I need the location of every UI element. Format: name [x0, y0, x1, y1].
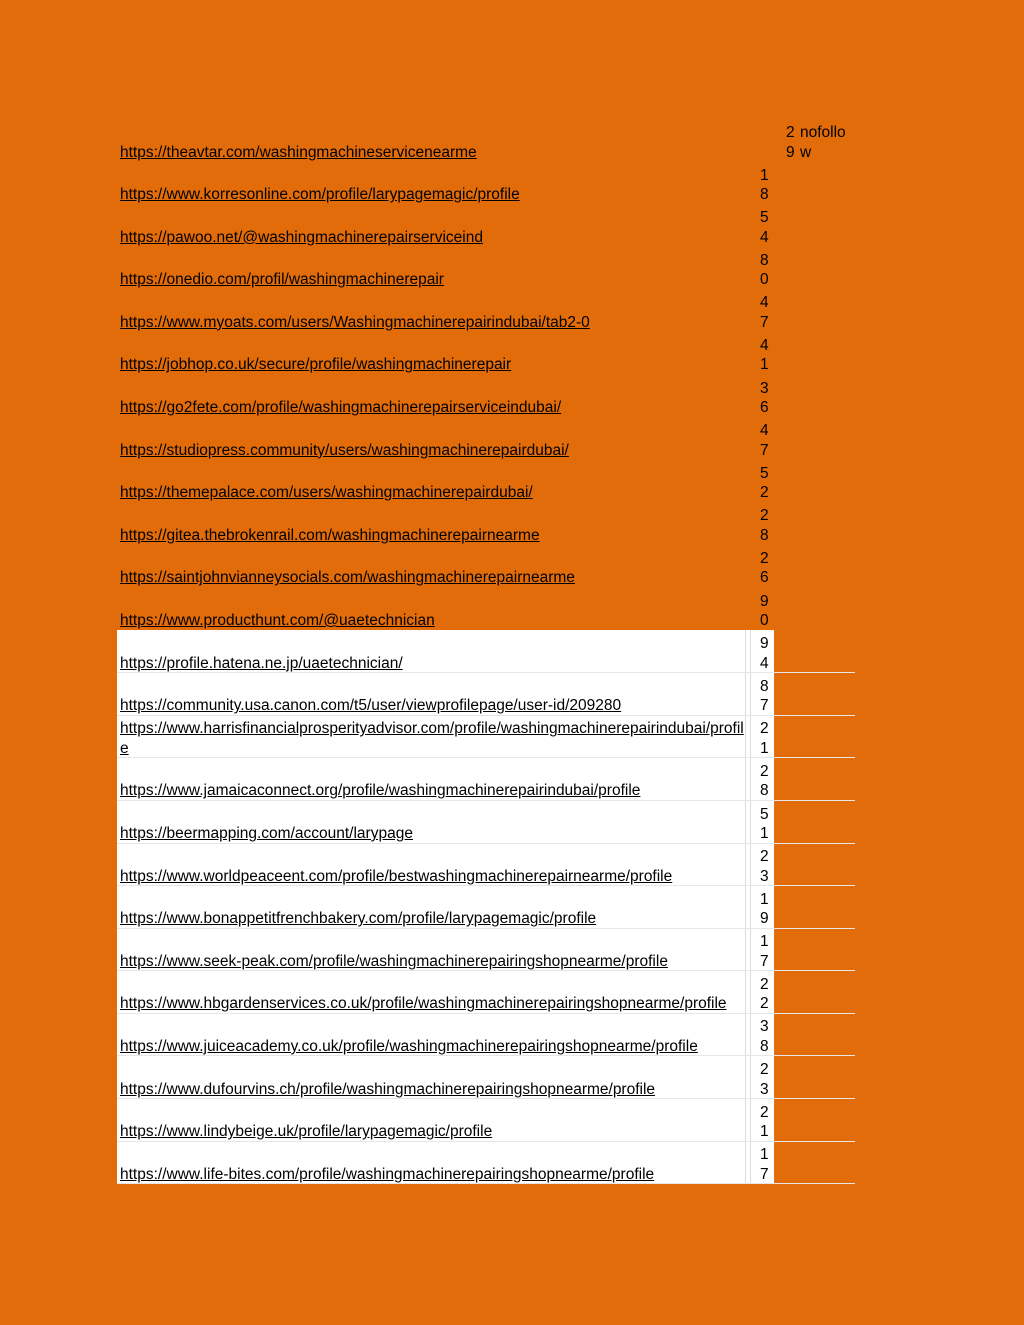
row-count-digit: 2: [760, 1103, 769, 1121]
row-count-digit: 0: [760, 271, 769, 289]
table-row: [117, 545, 877, 588]
row-count: [760, 975, 774, 1014]
row-count-digit: 8: [760, 677, 769, 695]
row-count-digit: 1: [760, 1146, 769, 1164]
row-link[interactable]: https://community.usa.canon.com/t5/user/viewprofilepage/user-id/209280: [120, 697, 622, 715]
row-link[interactable]: https://go2fete.com/profile/washingmachinerepairserviceindubai/: [120, 399, 562, 417]
row-count: [760, 506, 774, 545]
table-row: [117, 1056, 877, 1099]
row-count: [760, 1103, 774, 1142]
row-count-digit: 3: [760, 1018, 769, 1036]
row-count-digit: 7: [760, 441, 769, 459]
table-row: [117, 929, 877, 972]
row-count-digit: 4: [760, 422, 769, 440]
row-count-digit: 1: [760, 1123, 769, 1141]
row-count-digit: 1: [760, 890, 769, 908]
row-count-digit: 3: [760, 1080, 769, 1098]
row-count-digit: 1: [760, 166, 769, 184]
row-count-digit: 7: [760, 313, 769, 331]
row-count-digit: 6: [760, 399, 769, 417]
row-count: [760, 293, 774, 332]
row-count: [760, 464, 774, 503]
row-count-digit: 3: [760, 379, 769, 397]
row-link[interactable]: https://www.lindybeige.uk/profile/larypagemagic/profile: [120, 1123, 493, 1141]
table-row: [117, 673, 877, 716]
row-link[interactable]: https://profile.hatena.ne.jp/uaetechnician/: [120, 654, 403, 672]
row-link[interactable]: https://www.dufourvins.ch/profile/washingmachinerepairingshopnearme/profile: [120, 1080, 656, 1098]
row-link[interactable]: https://pawoo.net/@washingmachinerepairserviceind: [120, 228, 483, 246]
row-count-digit: 2: [760, 975, 769, 993]
header-label-top: nofollo: [800, 124, 846, 141]
row-count: [760, 336, 774, 375]
row-count: [760, 251, 774, 290]
link-table: [117, 120, 877, 1184]
header-count-top: 2: [786, 124, 795, 141]
row-count-digit: 2: [760, 1061, 769, 1079]
table-row: [117, 844, 877, 887]
table-row: [117, 1099, 877, 1142]
row-count: [760, 208, 774, 247]
row-count-digit: 5: [760, 464, 769, 482]
table-row: [117, 162, 877, 205]
row-link[interactable]: https://www.juiceacademy.co.uk/profile/washingmachinerepairingshopnearme/profile: [120, 1037, 698, 1055]
table-row: [117, 1014, 877, 1057]
row-count-digit: 7: [760, 1165, 769, 1183]
table-row: [117, 631, 877, 674]
row-link[interactable]: https://beermapping.com/account/larypage: [120, 825, 413, 842]
row-count: [760, 1145, 774, 1184]
row-count-digit: 8: [760, 782, 769, 800]
row-count: [760, 762, 774, 801]
row-count: [760, 932, 774, 971]
row-count: [760, 890, 774, 929]
row-count: [760, 847, 774, 886]
table-row: [117, 886, 877, 929]
row-count: [760, 805, 774, 844]
row-link[interactable]: https://www.life-bites.com/profile/washingmachinerepairingshopnearme/profile: [120, 1165, 655, 1183]
row-link[interactable]: https://saintjohnvianneysocials.com/washingmachinerepairnearme: [120, 569, 575, 587]
row-count: [760, 1060, 774, 1099]
row-link[interactable]: https://www.jamaicaconnect.org/profile/washingmachinerepairindubai/profile: [120, 782, 641, 800]
table-row: [117, 120, 877, 162]
table-row: [117, 332, 877, 375]
table-row: [117, 801, 877, 844]
row-count: [760, 592, 774, 631]
row-count-digit: 4: [760, 294, 769, 312]
row-count-digit: 5: [760, 805, 769, 823]
row-count-digit: 3: [760, 867, 769, 885]
row-count-digit: 2: [760, 720, 769, 738]
row-link[interactable]: https://www.hbgardenservices.co.uk/profile/washingmachinerepairingshopnearme/profile: [120, 995, 727, 1013]
row-link[interactable]: https://www.producthunt.com/@uaetechnician: [120, 612, 435, 630]
row-count: [760, 634, 774, 673]
table-row: [117, 588, 877, 631]
row-count-digit: 7: [760, 697, 769, 715]
row-count-digit: 2: [760, 549, 769, 567]
table-row: [117, 758, 877, 801]
row-count-digit: 5: [760, 209, 769, 227]
table-row: [117, 503, 877, 546]
row-link[interactable]: https://gitea.thebrokenrail.com/washingmachinerepairnearme: [120, 526, 540, 544]
row-count-digit: 1: [760, 739, 769, 757]
row-count: [760, 677, 774, 716]
row-count-digit: 4: [760, 654, 769, 672]
row-count-digit: 2: [760, 762, 769, 780]
table-row: [117, 247, 877, 290]
row-count: [760, 379, 774, 418]
table-row: [117, 418, 877, 461]
header-label-bottom: w: [800, 143, 812, 161]
row-count-digit: 4: [760, 336, 769, 354]
row-link[interactable]: https://jobhop.co.uk/secure/profile/washingmachinerepair: [120, 356, 512, 374]
row-link[interactable]: https://www.bonappetitfrenchbakery.com/profile/larypagemagic/profile: [120, 910, 597, 928]
row-link[interactable]: https://studiopress.community/users/washingmachinerepairdubai/: [120, 441, 569, 459]
row-count-digit: 1: [760, 933, 769, 951]
table-row: [117, 716, 877, 759]
table-row: [117, 205, 877, 248]
row-count-digit: 9: [760, 635, 769, 653]
table-row: [117, 971, 877, 1014]
header-count-bottom: 9: [786, 143, 795, 161]
row-count-digit: 2: [760, 848, 769, 866]
row-count-digit: 7: [760, 952, 769, 970]
row-link[interactable]: https://www.korresonline.com/profile/larypagemagic/profile: [120, 186, 520, 204]
row-link[interactable]: https://onedio.com/profil/washingmachinerepair: [120, 271, 444, 289]
row-link[interactable]: https://www.worldpeaceent.com/profile/bestwashingmachinerepairnearme/profile: [120, 867, 673, 885]
row-count-digit: 8: [760, 186, 769, 204]
row-count-digit: 8: [760, 1037, 769, 1055]
table-row: [117, 290, 877, 333]
row-link[interactable]: https://www.myoats.com/users/Washingmachinerepairindubai/tab2-0: [120, 313, 590, 331]
row-link[interactable]: https://www.harrisfinancialprosperityadvisor.com/profile/washingmachinerepairindubai/profile: [120, 720, 744, 757]
row-count-digit: 6: [760, 569, 769, 587]
row-count-digit: 8: [760, 251, 769, 269]
row-count: [760, 166, 774, 205]
row-count: [760, 719, 774, 758]
row-count-digit: 4: [760, 228, 769, 246]
row-link[interactable]: https://themepalace.com/users/washingmachinerepairdubai/: [120, 484, 533, 502]
row-count-digit: 2: [760, 507, 769, 525]
row-count-digit: 8: [760, 526, 769, 544]
row-count-digit: 0: [760, 612, 769, 630]
row-count-digit: 1: [760, 825, 769, 842]
row-count: [760, 1017, 774, 1056]
row-count-digit: 1: [760, 356, 769, 374]
row-count-digit: 2: [760, 995, 769, 1013]
row-count: [760, 421, 774, 460]
table-row: [117, 1142, 877, 1185]
table-row: [117, 375, 877, 418]
row-count-digit: 2: [760, 484, 769, 502]
row-count: [760, 549, 774, 588]
row-link[interactable]: https://theavtar.com/washingmachineservicenearme: [120, 143, 477, 161]
row-link[interactable]: https://www.seek-peak.com/profile/washingmachinerepairingshopnearme/profile: [120, 952, 668, 970]
row-count-digit: 9: [760, 592, 769, 610]
table-row: [117, 460, 877, 503]
row-count-digit: 9: [760, 910, 769, 928]
